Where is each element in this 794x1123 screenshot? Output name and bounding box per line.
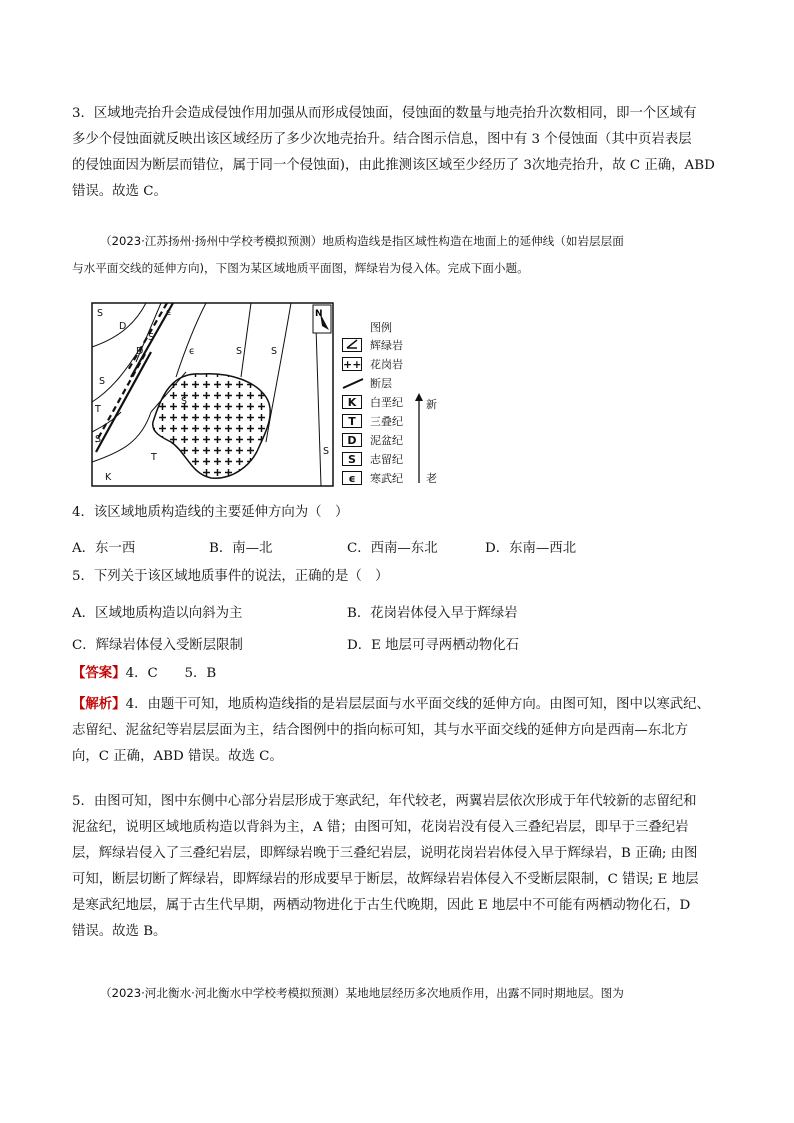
triassic-symbol: T xyxy=(342,414,362,428)
cretaceous-symbol: K xyxy=(342,395,362,409)
q4-option-d[interactable]: D．东南—西北 xyxy=(485,541,577,556)
q4-option-b[interactable]: B．南—北 xyxy=(209,541,273,556)
geological-map xyxy=(91,302,336,490)
stratum-label: S xyxy=(181,396,188,407)
q5-option-a[interactable]: A．区域地质构造以向斜为主 xyxy=(72,606,243,621)
stratum-label: S xyxy=(271,346,278,357)
legend-title: 图例 xyxy=(370,321,392,334)
age-arrow-icon xyxy=(414,393,424,485)
q3-line-2: 多少个侵蚀面就反映出该区域经历了多少次地壳抬升。结合图示信息，图中有 3 个侵蚀面（其中页岩表层 xyxy=(72,132,692,147)
question-5-stem: 5．下列关于该区域地质事件的说法，正确的是（ ） xyxy=(72,569,389,584)
diabase-symbol xyxy=(342,338,362,352)
analysis-5-line-5: 是寒武纪地层，属于古生代早期，两栖动物进化于古生代晚期，因此 E 地层中不可能有两栖动物化石，D xyxy=(72,898,691,913)
legend-label-fault: 断层 xyxy=(370,377,392,390)
question-intro-1 xyxy=(72,228,722,282)
age-old-label: 老 xyxy=(426,472,437,485)
stratum-label: T xyxy=(151,452,157,463)
analysis-4-line-1-text: 4．由题干可知，地质构造线指的是岩层层面与水平面交线的延伸方向。由图可知，图中以寒武纪、 xyxy=(125,697,710,712)
analysis-5-line-6: 错误。故选 B。 xyxy=(72,924,167,939)
q3-line-3: 的侵蚀面因为断层而错位，属于同一个侵蚀面)，由此推测该区域至少经历了 3次地壳抬升，故 C 正确，ABD xyxy=(72,158,715,173)
granite-symbol: ++ xyxy=(343,358,362,371)
devonian-symbol: D xyxy=(342,433,362,447)
legend-label-cambrian: 寒武纪 xyxy=(370,472,403,485)
fault-symbol xyxy=(342,376,364,390)
q5-option-c[interactable]: C．辉绿岩体侵入受断层限制 xyxy=(72,638,243,653)
stratum-label: S xyxy=(148,332,155,343)
legend-label-triassic: 三叠纪 xyxy=(370,415,403,428)
analysis-5-line-1: 5．由图可知，图中东侧中心部分岩层形成于寒武纪，年代较老，两翼岩层依次形成于年代较新的志留纪和 xyxy=(72,794,697,809)
stratum-label: S xyxy=(97,308,104,319)
q3-line-1: 3．区域地壳抬升会造成侵蚀作用加强从而形成侵蚀面，侵蚀面的数量与地壳抬升次数相同，即一个区域有 xyxy=(72,106,697,121)
answer-line xyxy=(72,660,216,687)
answer-text: 4．C 5．B xyxy=(125,666,217,681)
intro-1-line-1: （2023·江苏扬州·扬州中学校考模拟预测）地质构造线是指区域性构造在地面上的延伸线（如岩层层面 xyxy=(100,234,624,248)
stratum-label: ϵ xyxy=(166,307,172,318)
north-label: N xyxy=(315,309,323,319)
q3-line-4: 错误。故选 C。 xyxy=(72,184,167,199)
analysis-4-line-3: 向，C 正确，ABD 错误。故选 C。 xyxy=(72,749,283,764)
analysis-5-line-3: 层，辉绿岩侵入了三叠纪岩层，即辉绿岩晚于三叠纪岩层，说明花岗岩岩体侵入早于辉绿岩，B 正确; 由图 xyxy=(72,846,698,861)
analysis-5-line-2: 泥盆纪，说明区域地质构造以背斜为主，A 错；由图可知，花岗岩没有侵入三叠纪岩层，即早于三叠纪岩 xyxy=(72,820,689,835)
question-4-stem: 4．该区域地质构造线的主要延伸方向为（ ） xyxy=(72,505,349,520)
analysis-tag: 【解析】 xyxy=(72,696,126,712)
stratum-label: D xyxy=(136,346,144,357)
stratum-label: S xyxy=(236,346,243,357)
intro-1-line-2: 与水平面交线的延伸方向)，下图为某区域地质平面图，辉绿岩为侵入体。完成下面小题。 xyxy=(72,261,529,275)
q5-option-b[interactable]: B．花岗岩体侵入早于辉绿岩 xyxy=(347,606,518,621)
stratum-label: ϵ xyxy=(189,346,195,357)
legend-label-silurian: 志留纪 xyxy=(370,453,403,466)
q3-explanation xyxy=(72,101,722,205)
analysis-4-line-1 xyxy=(72,691,722,718)
age-new-label: 新 xyxy=(426,398,437,411)
q4-option-c[interactable]: C．西南—东北 xyxy=(347,541,438,556)
analysis-4-line-2: 志留纪、泥盆纪等岩层层面为主，结合图例中的指向标可知，其与水平面交线的延伸方向是西南—东北方 xyxy=(72,723,688,738)
intro-2-line-1: （2023·河北衡水·河北衡水中学校考模拟预测）某地地层经历多次地质作用，出露不同时期地层。图为 xyxy=(100,986,624,1000)
stratum-label: S xyxy=(323,446,330,457)
legend-label-devonian: 泥盆纪 xyxy=(370,434,403,447)
map-legend xyxy=(340,317,450,487)
stratum-label: K xyxy=(105,472,112,483)
stratum-label: S xyxy=(99,376,106,387)
analysis-5-line-4: 可知，断层切断了辉绿岩，即辉绿岩的形成要早于断层，故辉绿岩岩体侵入不受断层限制，C 错误; E 地层 xyxy=(72,872,699,887)
stratum-label: T xyxy=(95,404,101,415)
legend-label-cretaceous: 白垩纪 xyxy=(370,396,403,409)
cambrian-symbol: ϵ xyxy=(342,471,362,485)
q4-option-a[interactable]: A．东一西 xyxy=(72,541,136,556)
north-arrow xyxy=(313,305,331,333)
silurian-symbol: S xyxy=(342,452,362,466)
answer-tag: 【答案】 xyxy=(72,665,126,681)
stratum-label: D xyxy=(119,321,127,332)
legend-label-diabase: 辉绿岩 xyxy=(370,339,403,352)
q5-option-d[interactable]: D．E 地层可寻两栖动物化石 xyxy=(347,638,520,653)
analysis-4 xyxy=(72,691,722,770)
legend-label-granite: 花岗岩 xyxy=(370,358,403,371)
stratum-label: S xyxy=(95,434,102,445)
question-intro-2 xyxy=(72,980,722,1007)
analysis-5 xyxy=(72,789,722,945)
